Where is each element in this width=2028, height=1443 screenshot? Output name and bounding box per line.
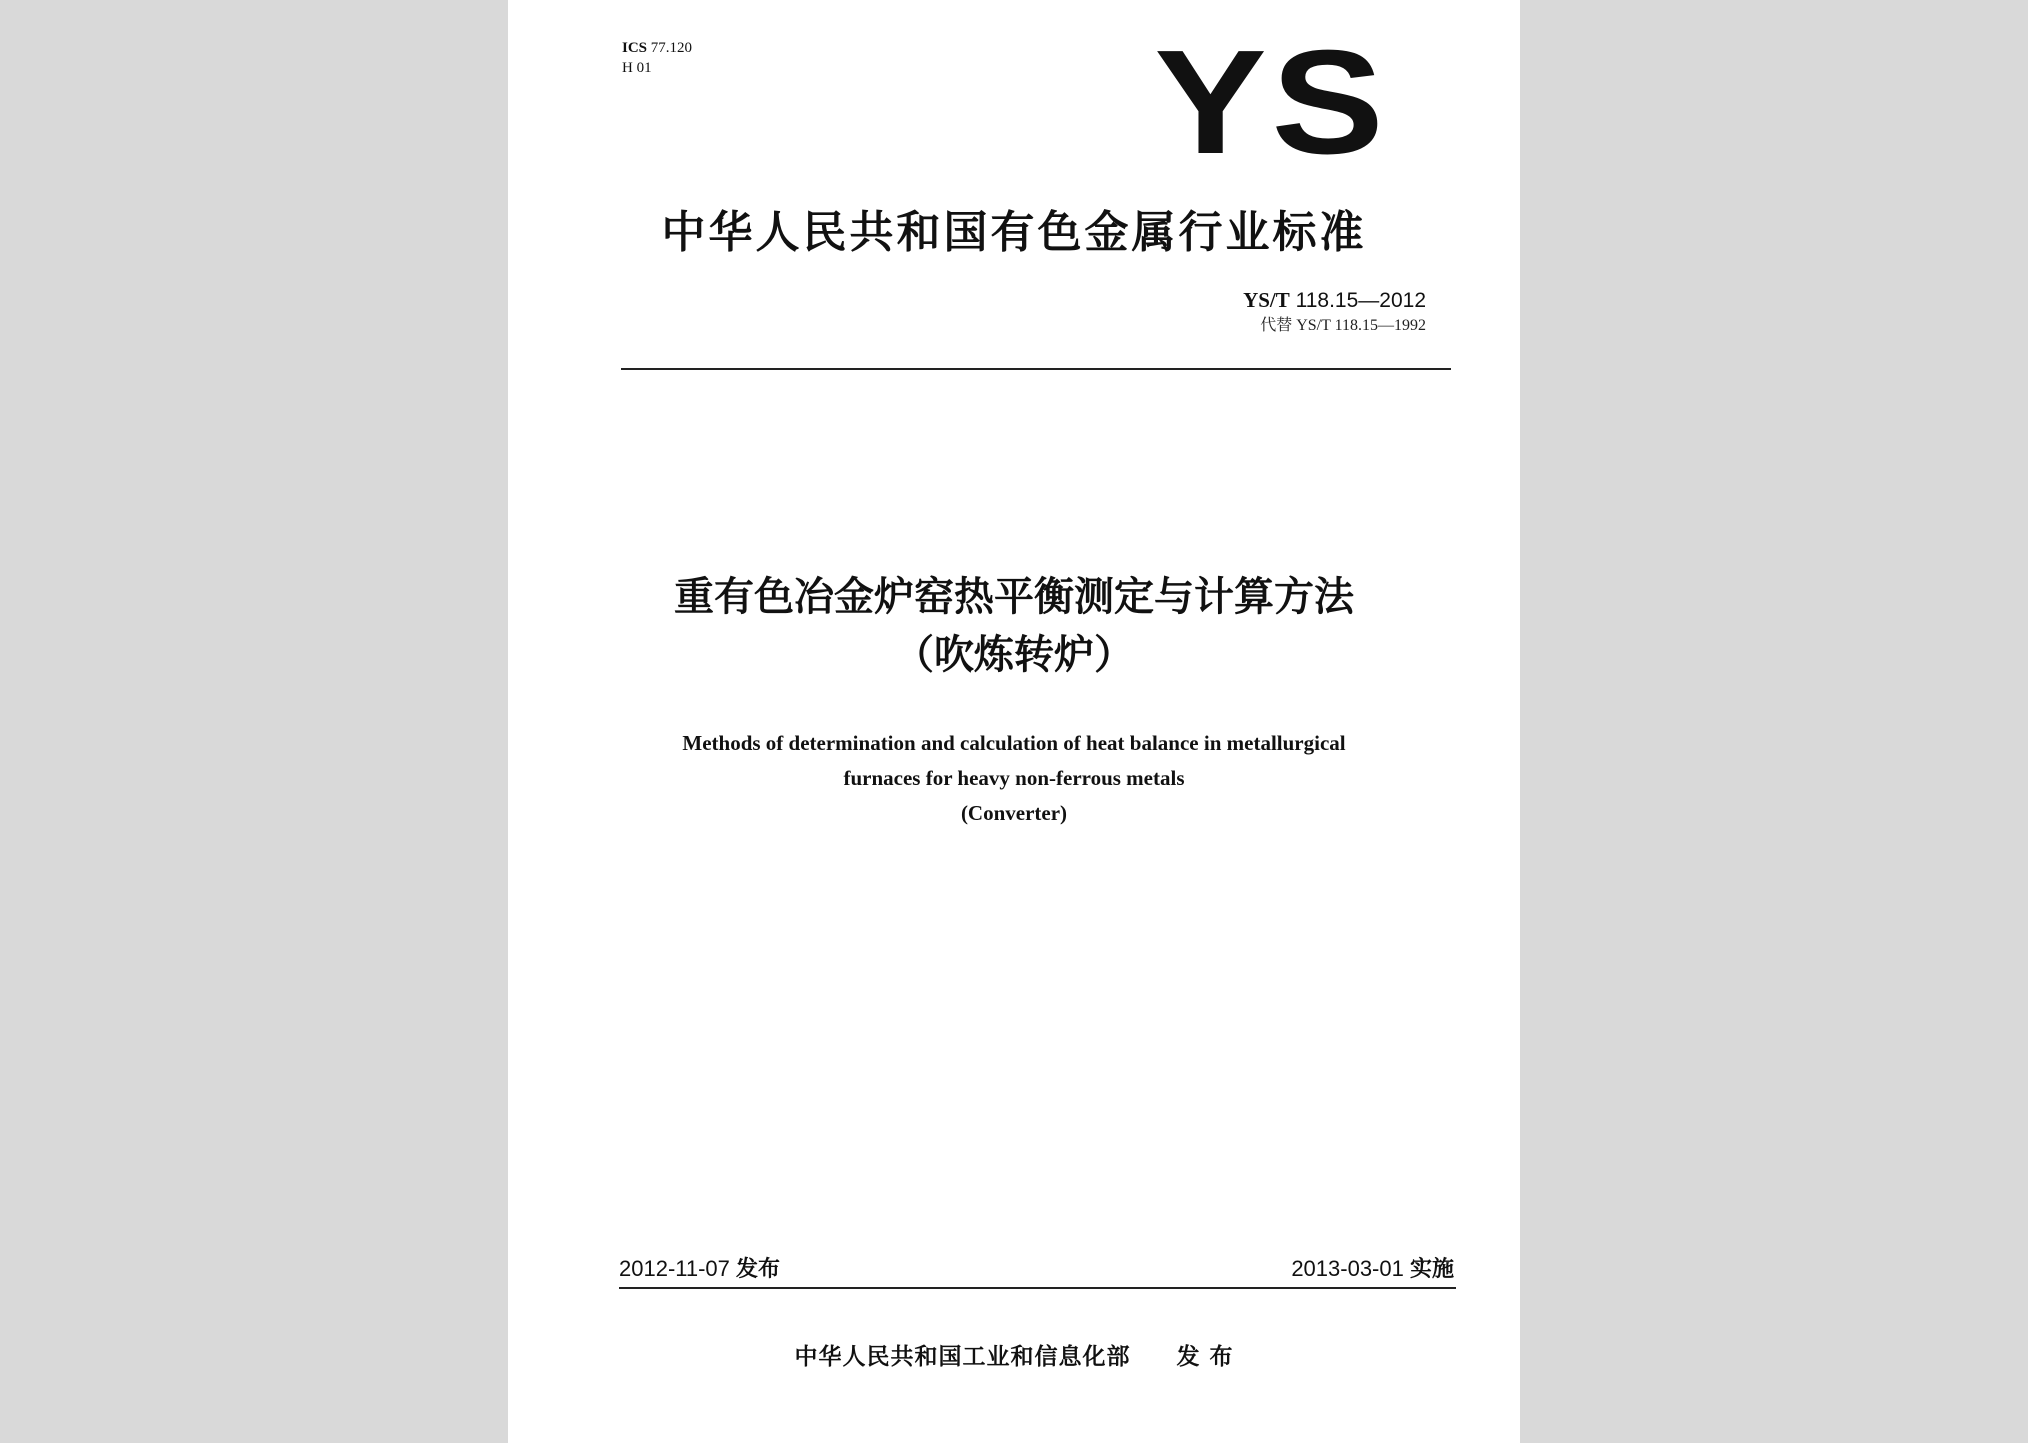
ys-logo: YS [1153,20,1388,185]
chinese-title-line-1: 重有色冶金炉窑热平衡测定与计算方法 [674,574,1354,620]
chinese-title [508,568,1520,684]
classification-codes [622,38,692,78]
publisher [508,1338,1520,1371]
standard-number: YS/T 118.15—2012 [1243,288,1426,312]
ccs-code: H 01 [622,60,652,76]
footer-divider [619,1287,1456,1289]
ics-code: ICS 77.120 [622,40,693,56]
standard-category-title: 中华人民共和国有色金属行业标准 [661,207,1367,258]
english-title-line-3: (Converter) [960,801,1068,825]
issue-date: 2012-11-07 发布 [619,1256,781,1282]
replaced-standard: 代替 YS/T 118.15—1992 [1260,317,1426,334]
document-page [508,0,1520,1443]
publisher-name: 中华人民共和国工业和信息化部 [794,1344,1131,1370]
publisher-action: 发 布 [1176,1344,1234,1370]
english-title [508,726,1520,831]
implementation-date: 2013-03-01 实施 [1291,1256,1454,1282]
english-title-line-1: Methods of determination and calculation of heat balance in metallurgical [682,731,1346,755]
chinese-title-line-2: （吹炼转炉） [894,632,1134,678]
english-title-line-2: furnaces for heavy non-ferrous metals [843,766,1185,790]
header-divider [621,368,1451,370]
